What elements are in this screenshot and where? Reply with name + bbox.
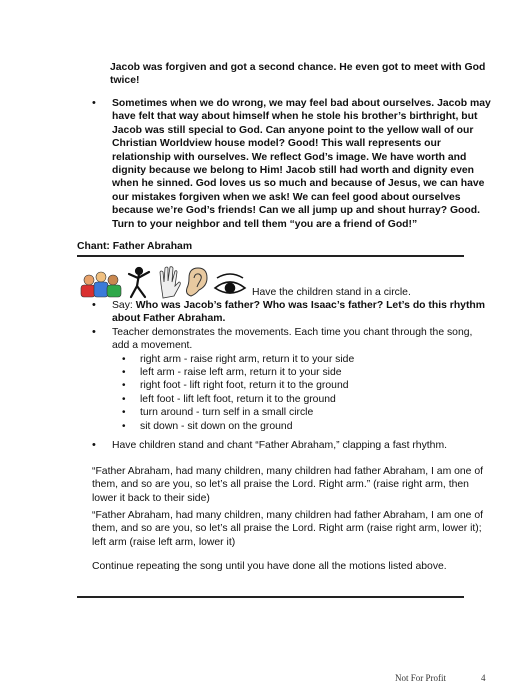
sub-bullet-dot: • — [122, 393, 126, 405]
continuation-paragraph: Jacob was forgiven and got a second chance. He even got to meet with God twice! — [110, 62, 486, 87]
section-heading: Chant: Father Abraham — [77, 241, 193, 252]
sub-bullet-dot: • — [122, 420, 126, 432]
say-text — [112, 299, 492, 326]
song-verse-2: “Father Abraham, had many children, many children had father Abraham, I am one of them, and so are you, so let’s all praise the Lord. Right arm (raise right arm, lower it); left arm (raise left arm, lower it) — [92, 510, 484, 548]
children-group-icon — [81, 272, 121, 297]
stretching-person-icon — [129, 268, 149, 297]
teacher-text: Teacher demonstrates the movements. Each time you chant through the song, add a movement. — [112, 326, 473, 352]
movement-text: right arm - raise right arm, return it to your side — [140, 353, 355, 365]
divider-top — [77, 255, 464, 257]
bullet-text: Sometimes when we do wrong, we may feel bad about ourselves. Jacob may have felt that way about himself when he stole his brother’s birthright, but Jacob was still special to God. Can anyone point to the yellow wall of our Christian Worldview house model? Good! This wall represents our relationship with ourselves. We reflect God’s image. We have worth and dignity because we belong to Him! Jacob still had worth and dignity even when he sinned. God loves us so much and because of Jesus, we can have our mistakes forgiven when we ask! We can feel good about ourselves because we’re God’s friends! Can we all jump up and shout hurray? Good. Turn to your neighbor and tell them “you are a friend of God!” — [112, 98, 491, 230]
teacher-bullet — [92, 326, 492, 353]
sub-bullet-dot: • — [122, 367, 126, 379]
song-verse-1: “Father Abraham, had many children, many children had father Abraham, I am one of them, and so are you, so let’s all praise the Lord. Right arm.” (raise right arm, then lower it back to their side) — [92, 466, 484, 504]
stand-chant-text: Have children stand and chant “Father Abraham,” clapping a fast rhythm. — [112, 440, 447, 451]
icons-caption: Have the children stand in a circle. — [252, 287, 411, 298]
movement-text: left foot - lift left foot, return it to the ground — [140, 393, 336, 405]
movement-icons — [77, 264, 249, 300]
movement-text: right foot - lift right foot, return it to the ground — [140, 380, 349, 392]
movement-item — [122, 379, 492, 392]
bullet-worth-dignity — [92, 97, 492, 231]
movement-item — [122, 393, 492, 406]
movement-item — [122, 366, 492, 379]
footer-text: Not For Profit — [395, 673, 447, 683]
bullet-dot: • — [92, 439, 96, 451]
continue-instruction: Continue repeating the song until you have done all the motions listed above. — [92, 561, 447, 572]
activity-list — [92, 299, 492, 433]
movement-item — [122, 353, 492, 366]
movement-text: turn around - turn self in a small circle — [140, 407, 314, 419]
bullet-dot: • — [92, 299, 96, 311]
hand-icon — [160, 267, 180, 298]
say-prefix: Say: — [112, 300, 136, 311]
page-number: 4 — [481, 673, 486, 683]
bullet-dot: • — [92, 325, 96, 338]
movement-text: left arm - raise left arm, return it to your side — [140, 367, 342, 379]
movement-item — [122, 406, 492, 419]
eye-icon — [215, 274, 245, 293]
sub-bullet-dot: • — [122, 407, 126, 419]
divider-bottom — [77, 596, 464, 598]
movement-text: sit down - sit down on the ground — [140, 420, 293, 432]
ear-icon — [187, 268, 208, 296]
sub-bullet-dot: • — [122, 353, 126, 365]
bullet-dot: • — [92, 97, 96, 109]
say-question: Who was Jacob’s father? Who was Isaac’s father? Let’s do this rhythm about Father Abraham. — [112, 300, 485, 325]
sub-bullet-dot: • — [122, 380, 126, 392]
movement-item — [122, 420, 492, 433]
say-bullet — [92, 299, 492, 326]
stand-chant-bullet — [92, 439, 492, 452]
